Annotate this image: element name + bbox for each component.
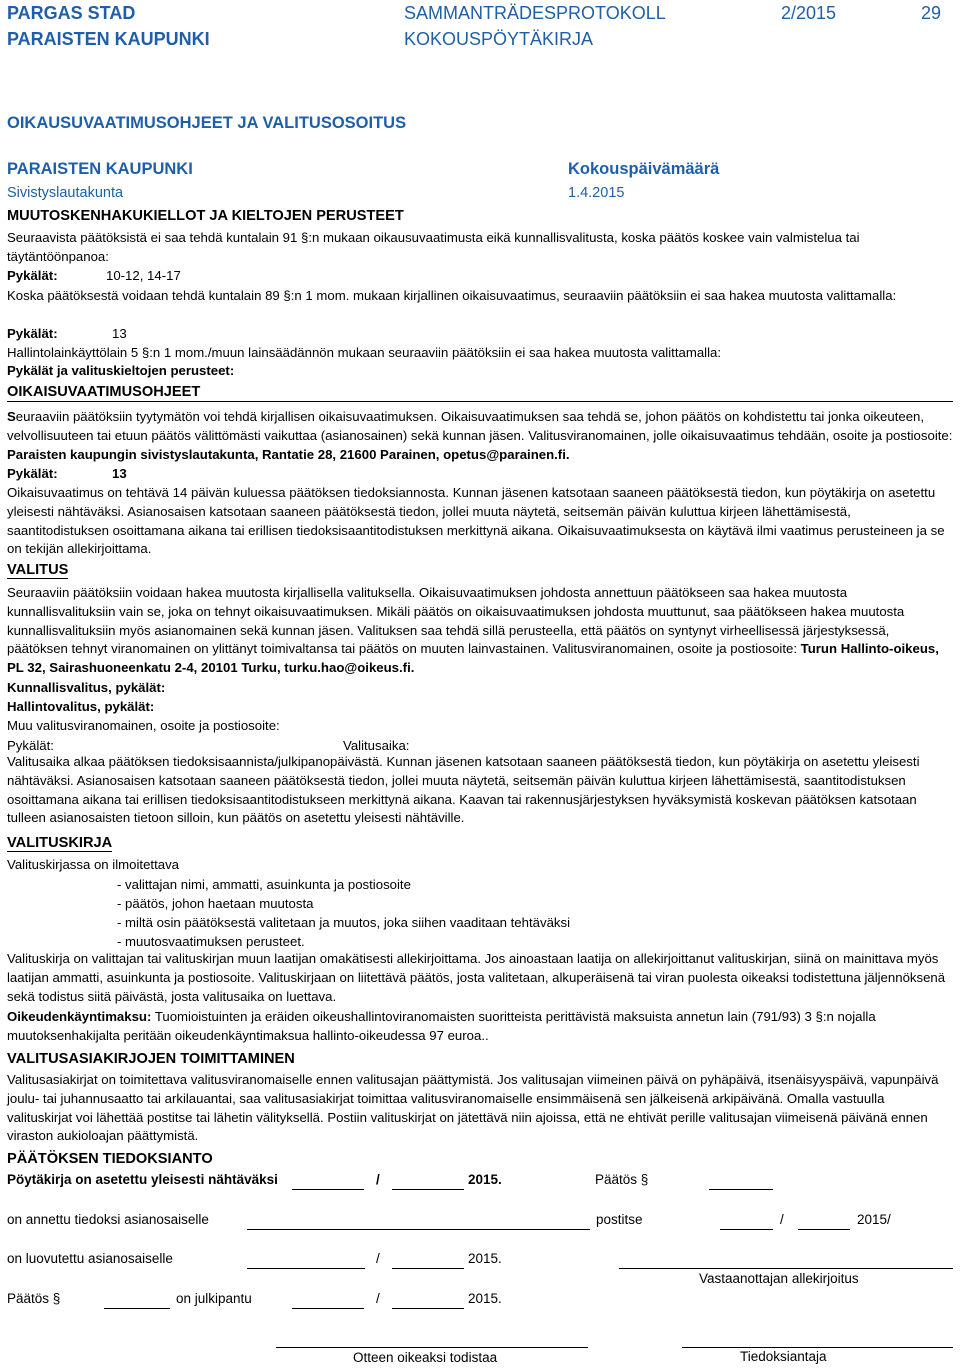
header-doc-type-fi: KOKOUSPÖYTÄKIRJA <box>404 29 594 49</box>
blank-line <box>709 1189 773 1190</box>
header-city-sv: PARGAS STAD <box>7 3 136 23</box>
list-item: - päätös, johon haetaan muutosta <box>117 896 314 911</box>
meta-date-label: Kokouspäivämäärä <box>568 160 720 178</box>
court-fee-label: Oikeudenkäyntimaksu: <box>7 1009 152 1024</box>
sections-label: Pykälät: <box>7 738 54 753</box>
slash: / <box>376 1172 380 1187</box>
sections-label: Pykälät: <box>7 326 58 341</box>
paragraph <box>7 584 953 678</box>
sections-value: 13 <box>112 326 127 341</box>
lead-letter: S <box>7 409 16 424</box>
paragraph <box>7 1008 953 1046</box>
section-title-appeal: VALITUS <box>7 562 69 578</box>
header-page-number: 29 <box>921 3 942 23</box>
section-title-notification: PÄÄTÖKSEN TIEDOKSIANTO <box>7 1151 213 1167</box>
administrative-appeal-label: Hallintovalitus, pykälät: <box>7 699 155 714</box>
slash: / <box>376 1291 380 1306</box>
paragraph: Seuraavista päätöksistä ei saa tehdä kuntalain 91 §:n mukaan oikausuvaatimusta eikä kunnallisvalitusta, koska päätös koskee vain valmistelua tai täytäntöönpanoa: <box>7 230 860 264</box>
date-blank-line <box>392 1268 464 1269</box>
decision-section-label: Päätös § <box>595 1172 649 1187</box>
list-item: - miltä osin päätöksestä valitetaan ja muutos, joka siihen vaaditaan tehtäväksi <box>117 915 571 930</box>
decision-section-label: Päätös § <box>7 1291 61 1306</box>
date-blank-line <box>798 1229 850 1230</box>
date-blank-line <box>720 1229 773 1230</box>
document-title: OIKAUSUVAATIMUSOHJEET JA VALITUSOSOITUS <box>7 114 407 132</box>
other-authority-label: Muu valitusviranomainen, osoite ja postiosoite: <box>7 718 280 733</box>
section-title-delivery: VALITUSASIAKIRJOJEN TOIMITTAMINEN <box>7 1051 295 1067</box>
header-doc-type-sv: SAMMANTRÄDESPROTOKOLL <box>404 3 666 23</box>
by-mail-label: postitse <box>596 1212 643 1227</box>
paragraph: Valitusaika alkaa päätöksen tiedoksisaannista/julkipanopäivästä. Kunnan jäsenen katsotaan saaneen päätöksestä tiedon, kun pöytäkirja on asetettu yleisesti nähtäväksi. Asianosaisen katsotaan saaneen päätöksestä tiedon, jollei muuta näytetä, seitsemän päivän kuluttua kirjeen lähettämisestä, saantitodistuksen osoittamana aikana tai erillisen tiedoksisaantitodistukseen merkittynä aikana. Kaavan tai rakennusjärjestyksen hyväksymistä koskevan päätöksen katsotaan tulleen asianosaisten tietoon silloin, kun päätös on asetettu yleisesti nähtäville. <box>7 754 920 826</box>
sections-value: 10-12, 14-17 <box>106 268 181 283</box>
meta-organization: PARAISTEN KAUPUNKI <box>7 160 193 178</box>
paragraph: Oikaisuvaatimus on tehtävä 14 päivän kuluessa päätöksen tiedoksiannosta. Kunnan jäsenen katsotaan saaneen päätöksestä tiedon, kun pöytäkirja on asetettu yleisesti nähtäväksi. Asianosaisen katsotaan saaneen päätöksestä tiedon, jollei muuta näytetä, seitsemän päivän kuluttua kirjeen lähettämisestä, saantitodistuksen osoittamana aikana tai erillisen tiedoksisaantitodistuksen merkittynä aikana. Oikaisuvaatimuksesta on käytävä ilmi vaatimus perusteineen ja se on tekijän allekirjoittama. <box>7 485 945 557</box>
header-issue: 2/2015 <box>781 3 837 23</box>
handed-over-label: on luovutettu asianosaiselle <box>7 1251 173 1266</box>
posted-label: Pöytäkirja on asetettu yleisesti nähtäväksi <box>7 1172 278 1187</box>
certified-copy-label: Otteen oikeaksi todistaa <box>353 1350 498 1365</box>
authority-address: Paraisten kaupungin sivistyslautakunta, Rantatie 28, 21600 Parainen, opetus@parainen.fi. <box>7 446 570 462</box>
paragraph <box>7 408 953 464</box>
notified-label: on annettu tiedoksi asianosaiselle <box>7 1212 209 1227</box>
year: 2015. <box>468 1172 502 1187</box>
year: 2015. <box>468 1291 502 1306</box>
court-address: Turun Hallinto-oikeus, PL 32, Sairashuoneenkatu 2-4, 20101 Turku, turku.hao@oikeus.fi. <box>7 641 939 676</box>
posted-publicly-label: on julkipantu <box>176 1291 252 1306</box>
paragraph: Hallintolainkäyttölain 5 §:n 1 mom./muun lainsäädännön mukaan seuraaviin päätöksiin ei saa hakea muutosta valittamalla: <box>7 345 722 360</box>
paragraph: Valitusasiakirjat on toimitettava valitusviranomaiselle ennen valitusajan päättymistä. Jos valitusajan viimeinen päivä on pyhäpäivä, itsenäisyyspäivä, vapunpäivä joulu- tai juhannusaatto tai arkilauantai, saa valitusasiakirjat toimittaa valitusviranomaiselle ensimmäisenä sen jälkeisenä arkipäivänä. Omalla vastuulla valituskirjat voi lähettää postitse tai lähetin välityksellä. Postiin valituskirjat on jätettävä niin ajoissa, että ne ehtivät perille valitusajan viimeisenä päivänä ennen viraston aukioloajan päättymistä. <box>7 1072 939 1144</box>
sections-value: 13 <box>112 466 127 481</box>
list-item: - valittajan nimi, ammatti, asuinkunta ja postiosoite <box>117 877 411 892</box>
year: 2015/ <box>857 1212 891 1227</box>
date-blank-line <box>247 1268 365 1269</box>
recipient-signature-label: Vastaanottajan allekirjoitus <box>699 1271 859 1286</box>
paragraph: Koska päätöksestä voidaan tehdä kuntalain 89 §:n 1 mom. mukaan kirjallinen oikaisuvaatimus, seuraaviin päätöksiin ei saa hakea muutosta valittamalla: <box>7 288 897 303</box>
date-blank-line <box>292 1308 364 1309</box>
date-blank-line <box>392 1308 464 1309</box>
text: euraaviin päätöksiin tyytymätön voi tehdä kirjallisen oikaisuvaatimuksen. Oikaisuvaatimuksen saa tehdä se, johon päätös on kohdistettu tai jonka oikeuteen, velvollisuuteen tai etuun päätös välittömästi vaikuttaa (asianosainen) sekä kunnan jäsen. Valitusviranomainen, jolle oikaisuvaatimus tehdään, osoite ja postiosoite: <box>7 409 953 443</box>
header-city-fi: PARAISTEN KAUPUNKI <box>7 29 210 49</box>
list-item: - muutosvaatimuksen perusteet. <box>117 934 305 949</box>
signature-line <box>276 1347 588 1348</box>
signature-line <box>619 1268 953 1269</box>
sections-and-grounds-label: Pykälät ja valituskieltojen perusteet: <box>7 363 235 378</box>
notifier-label: Tiedoksiantaja <box>740 1349 827 1364</box>
appeal-period-label: Valitusaika: <box>343 738 410 753</box>
meta-committee: Sivistyslautakunta <box>7 185 124 201</box>
date-blank-line <box>392 1189 464 1190</box>
text: Seuraaviin päätöksiin voidaan hakea muutosta kirjallisella valituksella. Oikaisuvaatimuksen johdosta annettuun päätökseen saa hakea muutosta kunnallisvalituksiin vain se, joka on tehnyt oikaisuvaatimuksen. Mikäli päätös on oikaisuvaatimuksen johdosta muuttunut, saa päätökseen hakea muutosta kunnallisvalituksiin myös asianomainen sekä kunnan jäsen. Valituksen saa tehdä sillä perusteella, että päätös on syntynyt virheellisessä järjestyksessä, päätöksen tehnyt viranomainen on ylittänyt toimivaltansa tai päätös on muuten lainvastainen. Valitusviranomainen, osoite ja postiosoite: <box>7 585 905 657</box>
blank-line <box>247 1229 590 1230</box>
section-title-appeal-bans: MUUTOSKENHAKUKIELLOT JA KIELTOJEN PERUSTEET <box>7 208 404 224</box>
meta-date: 1.4.2015 <box>568 185 625 201</box>
date-blank-line <box>292 1189 364 1190</box>
slash: / <box>376 1251 380 1266</box>
sections-label: Pykälät: <box>7 466 58 481</box>
sections-label: Pykälät: <box>7 268 58 283</box>
text: Tuomioistuinten ja eräiden oikeushallintoviranomaisten suoritteista perittävistä maksuista annetun lain (791/93) 3 §:n nojalla muutoksenhakijalta peritään oikeudenkäyntimaksua hallinto-oikeudessa 97 euroa.. <box>7 1009 876 1043</box>
paragraph: Valituskirja on valittajan tai valituskirjan muun laatijan omakätisesti allekirjoittama. Jos ainoastaan laatija on allekirjoittanut valituskirjan, siinä on mainittava myös laatijan ammatti, asuinkunta ja postiosoite. Valituskirjaan on liitettävä päätös, josta valitetaan, alkuperäisenä tai viran puolesta oikeaksi todistettuna jäljennöksenä sekä todistus siitä päivästä, josta valitusaika on luettava. <box>7 951 946 1004</box>
section-title-rectification: OIKAISUVAATIMUSOHJEET <box>7 384 953 402</box>
slash: / <box>780 1212 784 1227</box>
signature-line <box>682 1347 953 1348</box>
appeal-letter-intro: Valituskirjassa on ilmoitettava <box>7 857 179 872</box>
section-title-appeal-letter: VALITUSKIRJA <box>7 835 113 851</box>
blank-line <box>104 1308 170 1309</box>
municipal-appeal-label: Kunnallisvalitus, pykälät: <box>7 680 166 695</box>
year: 2015. <box>468 1251 502 1266</box>
